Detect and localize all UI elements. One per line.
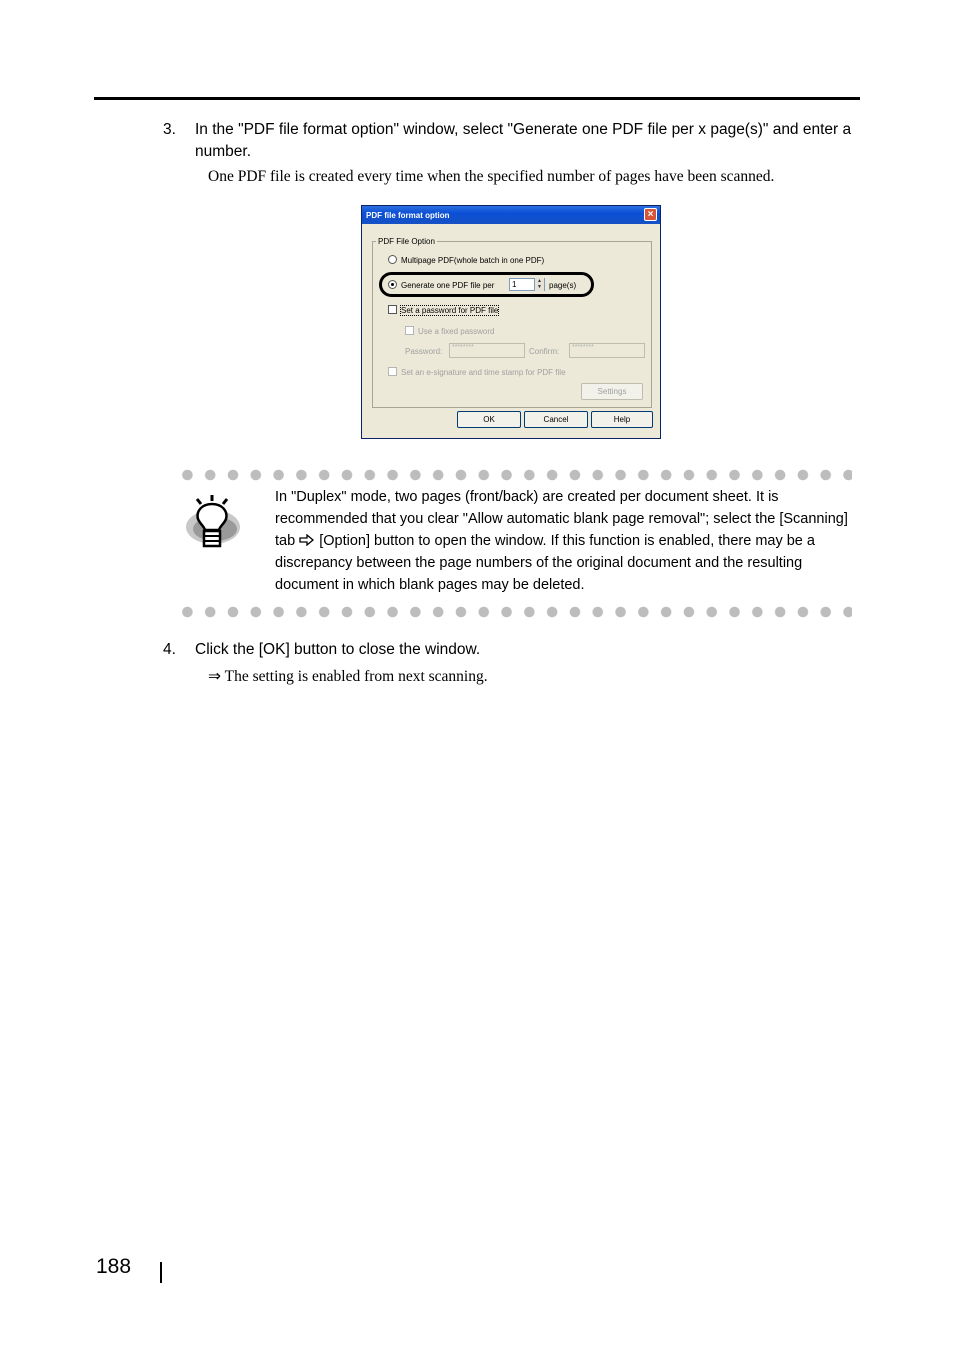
page-number-bar [160,1262,162,1283]
password-label: Password: [405,347,443,356]
lightbulb-icon [183,493,243,551]
step-4-result [208,667,488,686]
step-3-text: In the "PDF file format option" window, select "Generate one PDF file per x page(s)" and enter a number. [195,121,852,160]
hint-top-dots [176,469,852,481]
radio-multipage-label: Multipage PDF(whole batch in one PDF) [401,256,545,265]
confirm-field[interactable]: ******** [569,343,645,358]
checkbox-icon [388,305,397,314]
settings-button[interactable]: Settings [581,383,643,400]
hint-text [275,486,850,596]
spin-updown-icon[interactable]: ▲ ▼ [534,278,544,291]
hint-text-part2: [Option] button to open the window. If this function is enabled, there may be a discrepancy between the page numbers of the original document and the resulting document in which blank pages may be deleted. [275,533,815,593]
page-number: 188 [96,1255,132,1278]
radio-multipage[interactable] [388,256,544,265]
pages-number-input[interactable]: 1 [509,278,545,291]
radio-generate-per[interactable] [388,281,494,290]
pdf-format-dialog [361,205,661,439]
checkbox-disabled-icon [405,326,414,335]
radio-generate-label: Generate one PDF file per [401,281,495,290]
check-fixed-password-label: Use a fixed password [418,327,495,336]
group-label: PDF File Option [378,237,435,246]
hint-bottom-dots [176,606,852,618]
step-4-result-text: The setting is enabled from next scanning. [224,668,488,685]
cancel-button[interactable]: Cancel [524,411,588,428]
close-icon[interactable]: × [644,208,657,221]
ok-button[interactable]: OK [457,411,521,428]
result-arrow-icon: ⇒ [208,668,221,685]
check-signature-label: Set an e-signature and time stamp for PDF file [401,368,566,377]
password-field[interactable]: ******** [449,343,525,358]
step-4-text: Click the [OK] button to close the window. [195,641,481,658]
check-password-label: Set a password for PDF file [401,306,499,315]
pages-unit-label: page(s) [549,281,577,290]
step-3-number: 3. [163,121,176,138]
checkbox-disabled-icon [388,367,397,376]
hint-text-part1: In "Duplex" mode, two pages (front/back) are created per document sheet. It is recommended that you clear "Allow automatic blank page removal"; select the [Scanning] tab [275,489,848,549]
dialog-titlebar [362,206,660,224]
check-fixed-password[interactable] [405,327,494,336]
help-button[interactable]: Help [591,411,653,428]
check-password[interactable] [388,306,498,315]
arrow-right-icon [299,533,315,549]
step-3-note: One PDF file is created every time when the specified number of pages have been scanned. [208,168,775,185]
confirm-label: Confirm: [529,347,560,356]
top-rule [94,97,860,100]
check-signature[interactable] [388,368,566,377]
step-4-number: 4. [163,641,176,658]
dialog-title: PDF file format option [366,211,450,220]
radio-icon [388,255,397,264]
radio-selected-icon [388,280,397,289]
